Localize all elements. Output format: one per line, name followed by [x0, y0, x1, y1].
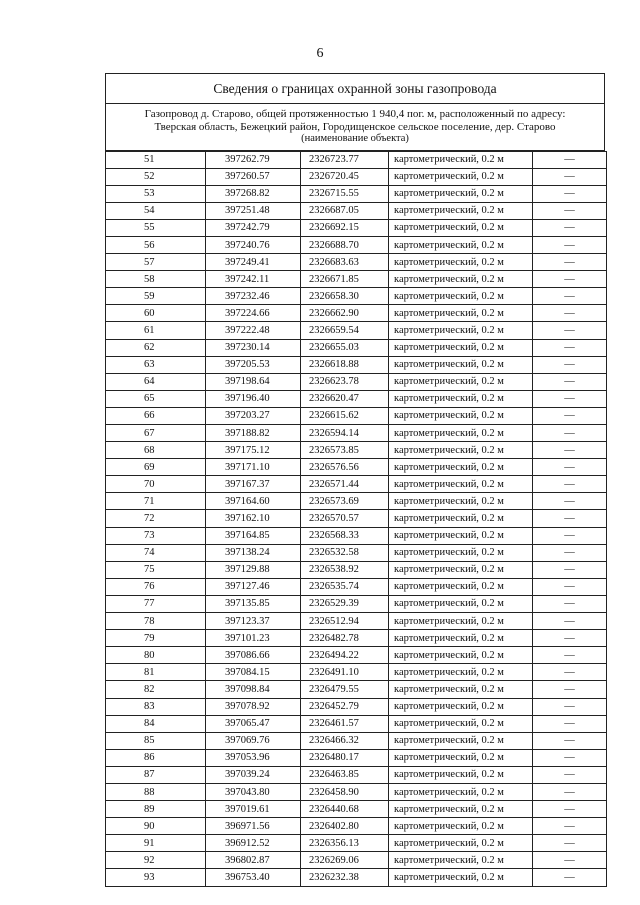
- coord-x-cell: 397230.14: [206, 339, 301, 356]
- point-number-cell: 69: [106, 459, 206, 476]
- method-accuracy-cell: картометрический, 0.2 м: [389, 801, 533, 818]
- description-cell: —: [533, 630, 607, 647]
- coord-y-cell: 2326594.14: [301, 425, 389, 442]
- point-number-cell: 51: [106, 151, 206, 168]
- coord-x-cell: 397123.37: [206, 613, 301, 630]
- method-accuracy-cell: картометрический, 0.2 м: [389, 425, 533, 442]
- method-accuracy-cell: картометрический, 0.2 м: [389, 561, 533, 578]
- coord-y-cell: 2326512.94: [301, 613, 389, 630]
- description-cell: —: [533, 202, 607, 219]
- coordinates-table: [105, 151, 607, 887]
- point-number-cell: 92: [106, 852, 206, 869]
- coord-y-cell: 2326659.54: [301, 322, 389, 339]
- coord-y-cell: 2326458.90: [301, 783, 389, 800]
- point-number-cell: 65: [106, 390, 206, 407]
- point-number-cell: 70: [106, 476, 206, 493]
- object-description-line2: Тверская область, Бежецкий район, Городищенское сельское поселение, дер. Старово: [154, 120, 556, 133]
- description-cell: —: [533, 783, 607, 800]
- method-accuracy-cell: картометрический, 0.2 м: [389, 236, 533, 253]
- table-row: [106, 818, 607, 835]
- coord-y-cell: 2326576.56: [301, 459, 389, 476]
- point-number-cell: 77: [106, 595, 206, 612]
- table-row: [106, 425, 607, 442]
- coord-y-cell: 2326482.78: [301, 630, 389, 647]
- coord-x-cell: 396802.87: [206, 852, 301, 869]
- description-cell: —: [533, 698, 607, 715]
- coord-x-cell: 397171.10: [206, 459, 301, 476]
- point-number-cell: 74: [106, 544, 206, 561]
- description-cell: —: [533, 544, 607, 561]
- table-row: [106, 613, 607, 630]
- method-accuracy-cell: картометрический, 0.2 м: [389, 390, 533, 407]
- description-cell: —: [533, 339, 607, 356]
- coord-x-cell: 397224.66: [206, 305, 301, 322]
- point-number-cell: 91: [106, 835, 206, 852]
- coord-y-cell: 2326618.88: [301, 356, 389, 373]
- method-accuracy-cell: картометрический, 0.2 м: [389, 322, 533, 339]
- coord-x-cell: 397268.82: [206, 185, 301, 202]
- coord-x-cell: 397205.53: [206, 356, 301, 373]
- point-number-cell: 73: [106, 527, 206, 544]
- coord-y-cell: 2326532.58: [301, 544, 389, 561]
- coord-y-cell: 2326662.90: [301, 305, 389, 322]
- description-cell: —: [533, 476, 607, 493]
- coord-x-cell: 397242.11: [206, 271, 301, 288]
- point-number-cell: 60: [106, 305, 206, 322]
- point-number-cell: 75: [106, 561, 206, 578]
- method-accuracy-cell: картометрический, 0.2 м: [389, 715, 533, 732]
- coord-y-cell: 2326658.30: [301, 288, 389, 305]
- table-row: [106, 322, 607, 339]
- point-number-cell: 76: [106, 578, 206, 595]
- coord-x-cell: 397222.48: [206, 322, 301, 339]
- coord-x-cell: 397164.85: [206, 527, 301, 544]
- coord-y-cell: 2326623.78: [301, 373, 389, 390]
- point-number-cell: 79: [106, 630, 206, 647]
- coord-y-cell: 2326692.15: [301, 219, 389, 236]
- table-row: [106, 681, 607, 698]
- coord-y-cell: 2326356.13: [301, 835, 389, 852]
- coord-x-cell: 397086.66: [206, 647, 301, 664]
- coord-y-cell: 2326573.85: [301, 442, 389, 459]
- method-accuracy-cell: картометрический, 0.2 м: [389, 766, 533, 783]
- coord-x-cell: 396912.52: [206, 835, 301, 852]
- method-accuracy-cell: картометрический, 0.2 м: [389, 852, 533, 869]
- point-number-cell: 63: [106, 356, 206, 373]
- description-cell: —: [533, 766, 607, 783]
- coord-x-cell: 397242.79: [206, 219, 301, 236]
- point-number-cell: 84: [106, 715, 206, 732]
- point-number-cell: 85: [106, 732, 206, 749]
- point-number-cell: 72: [106, 510, 206, 527]
- coord-y-cell: 2326480.17: [301, 749, 389, 766]
- coord-x-cell: 397101.23: [206, 630, 301, 647]
- table-row: [106, 168, 607, 185]
- table-row: [106, 407, 607, 424]
- description-cell: —: [533, 373, 607, 390]
- table-row: [106, 835, 607, 852]
- coord-y-cell: 2326494.22: [301, 647, 389, 664]
- description-cell: —: [533, 835, 607, 852]
- description-cell: —: [533, 219, 607, 236]
- description-cell: —: [533, 185, 607, 202]
- point-number-cell: 52: [106, 168, 206, 185]
- table-row: [106, 783, 607, 800]
- point-number-cell: 71: [106, 493, 206, 510]
- coord-y-cell: 2326538.92: [301, 561, 389, 578]
- table-row: [106, 151, 607, 168]
- table-row: [106, 869, 607, 886]
- coord-y-cell: 2326688.70: [301, 236, 389, 253]
- method-accuracy-cell: картометрический, 0.2 м: [389, 869, 533, 886]
- description-cell: —: [533, 647, 607, 664]
- method-accuracy-cell: картометрический, 0.2 м: [389, 493, 533, 510]
- point-number-cell: 66: [106, 407, 206, 424]
- coord-y-cell: 2326570.57: [301, 510, 389, 527]
- coord-y-cell: 2326655.03: [301, 339, 389, 356]
- table-row: [106, 595, 607, 612]
- method-accuracy-cell: картометрический, 0.2 м: [389, 151, 533, 168]
- coord-y-cell: 2326568.33: [301, 527, 389, 544]
- method-accuracy-cell: картометрический, 0.2 м: [389, 681, 533, 698]
- table-row: [106, 852, 607, 869]
- table-row: [106, 305, 607, 322]
- table-row: [106, 271, 607, 288]
- description-cell: —: [533, 168, 607, 185]
- description-cell: —: [533, 561, 607, 578]
- coord-x-cell: 397043.80: [206, 783, 301, 800]
- table-row: [106, 578, 607, 595]
- method-accuracy-cell: картометрический, 0.2 м: [389, 407, 533, 424]
- point-number-cell: 59: [106, 288, 206, 305]
- coord-x-cell: 397053.96: [206, 749, 301, 766]
- description-cell: —: [533, 425, 607, 442]
- coord-x-cell: 397240.76: [206, 236, 301, 253]
- point-number-cell: 68: [106, 442, 206, 459]
- table-title: Сведения о границах охранной зоны газопровода: [106, 74, 604, 104]
- table-row: [106, 510, 607, 527]
- method-accuracy-cell: картометрический, 0.2 м: [389, 630, 533, 647]
- coord-y-cell: 2326529.39: [301, 595, 389, 612]
- description-cell: —: [533, 271, 607, 288]
- table-row: [106, 801, 607, 818]
- coord-y-cell: 2326232.38: [301, 869, 389, 886]
- table-row: [106, 459, 607, 476]
- description-cell: —: [533, 407, 607, 424]
- point-number-cell: 82: [106, 681, 206, 698]
- coord-x-cell: 397127.46: [206, 578, 301, 595]
- table-row: [106, 561, 607, 578]
- coord-y-cell: 2326683.63: [301, 254, 389, 271]
- coord-y-cell: 2326463.85: [301, 766, 389, 783]
- object-description-caption: (наименование объекта): [301, 133, 409, 144]
- coord-y-cell: 2326671.85: [301, 271, 389, 288]
- coord-x-cell: 396971.56: [206, 818, 301, 835]
- coord-x-cell: 397249.41: [206, 254, 301, 271]
- point-number-cell: 80: [106, 647, 206, 664]
- coord-y-cell: 2326461.57: [301, 715, 389, 732]
- coord-y-cell: 2326571.44: [301, 476, 389, 493]
- coord-y-cell: 2326620.47: [301, 390, 389, 407]
- method-accuracy-cell: картометрический, 0.2 м: [389, 664, 533, 681]
- table-row: [106, 732, 607, 749]
- point-number-cell: 67: [106, 425, 206, 442]
- method-accuracy-cell: картометрический, 0.2 м: [389, 288, 533, 305]
- description-cell: —: [533, 578, 607, 595]
- coord-x-cell: 397065.47: [206, 715, 301, 732]
- coord-x-cell: 397084.15: [206, 664, 301, 681]
- method-accuracy-cell: картометрический, 0.2 м: [389, 818, 533, 835]
- point-number-cell: 86: [106, 749, 206, 766]
- point-number-cell: 58: [106, 271, 206, 288]
- coord-x-cell: 396753.40: [206, 869, 301, 886]
- coord-y-cell: 2326715.55: [301, 185, 389, 202]
- table-row: [106, 630, 607, 647]
- coord-x-cell: 397162.10: [206, 510, 301, 527]
- coord-x-cell: 397019.61: [206, 801, 301, 818]
- coord-x-cell: 397129.88: [206, 561, 301, 578]
- description-cell: —: [533, 442, 607, 459]
- method-accuracy-cell: картометрический, 0.2 м: [389, 373, 533, 390]
- point-number-cell: 90: [106, 818, 206, 835]
- coord-y-cell: 2326452.79: [301, 698, 389, 715]
- coord-x-cell: 397164.60: [206, 493, 301, 510]
- coord-y-cell: 2326723.77: [301, 151, 389, 168]
- description-cell: —: [533, 527, 607, 544]
- coord-x-cell: 397198.64: [206, 373, 301, 390]
- method-accuracy-cell: картометрический, 0.2 м: [389, 185, 533, 202]
- description-cell: —: [533, 869, 607, 886]
- description-cell: —: [533, 801, 607, 818]
- table-row: [106, 185, 607, 202]
- method-accuracy-cell: картометрический, 0.2 м: [389, 544, 533, 561]
- table-row: [106, 390, 607, 407]
- method-accuracy-cell: картометрический, 0.2 м: [389, 254, 533, 271]
- point-number-cell: 57: [106, 254, 206, 271]
- coord-x-cell: 397175.12: [206, 442, 301, 459]
- coord-x-cell: 397232.46: [206, 288, 301, 305]
- table-row: [106, 664, 607, 681]
- method-accuracy-cell: картометрический, 0.2 м: [389, 749, 533, 766]
- description-cell: —: [533, 288, 607, 305]
- point-number-cell: 62: [106, 339, 206, 356]
- table-row: [106, 288, 607, 305]
- description-cell: —: [533, 459, 607, 476]
- description-cell: —: [533, 390, 607, 407]
- coord-y-cell: 2326402.80: [301, 818, 389, 835]
- method-accuracy-cell: картометрический, 0.2 м: [389, 305, 533, 322]
- document-section: [105, 73, 605, 887]
- method-accuracy-cell: картометрический, 0.2 м: [389, 202, 533, 219]
- table-row: [106, 254, 607, 271]
- coord-x-cell: 397260.57: [206, 168, 301, 185]
- coord-x-cell: 397203.27: [206, 407, 301, 424]
- coord-x-cell: 397078.92: [206, 698, 301, 715]
- coord-y-cell: 2326479.55: [301, 681, 389, 698]
- description-cell: —: [533, 356, 607, 373]
- method-accuracy-cell: картометрический, 0.2 м: [389, 476, 533, 493]
- method-accuracy-cell: картометрический, 0.2 м: [389, 578, 533, 595]
- coord-x-cell: 397069.76: [206, 732, 301, 749]
- coord-y-cell: 2326687.05: [301, 202, 389, 219]
- table-row: [106, 766, 607, 783]
- method-accuracy-cell: картометрический, 0.2 м: [389, 613, 533, 630]
- method-accuracy-cell: картометрический, 0.2 м: [389, 527, 533, 544]
- method-accuracy-cell: картометрический, 0.2 м: [389, 442, 533, 459]
- point-number-cell: 88: [106, 783, 206, 800]
- description-cell: —: [533, 852, 607, 869]
- coord-y-cell: 2326573.69: [301, 493, 389, 510]
- method-accuracy-cell: картометрический, 0.2 м: [389, 783, 533, 800]
- description-cell: —: [533, 595, 607, 612]
- description-cell: —: [533, 510, 607, 527]
- point-number-cell: 78: [106, 613, 206, 630]
- method-accuracy-cell: картометрический, 0.2 м: [389, 595, 533, 612]
- point-number-cell: 54: [106, 202, 206, 219]
- coord-y-cell: 2326491.10: [301, 664, 389, 681]
- method-accuracy-cell: картометрический, 0.2 м: [389, 339, 533, 356]
- coord-y-cell: 2326720.45: [301, 168, 389, 185]
- description-cell: —: [533, 732, 607, 749]
- method-accuracy-cell: картометрический, 0.2 м: [389, 356, 533, 373]
- page-number: 6: [316, 46, 324, 61]
- description-cell: —: [533, 254, 607, 271]
- table-row: [106, 647, 607, 664]
- table-row: [106, 339, 607, 356]
- table-row: [106, 202, 607, 219]
- coord-x-cell: 397167.37: [206, 476, 301, 493]
- coord-y-cell: 2326615.62: [301, 407, 389, 424]
- description-cell: —: [533, 322, 607, 339]
- coord-x-cell: 397262.79: [206, 151, 301, 168]
- method-accuracy-cell: картометрический, 0.2 м: [389, 835, 533, 852]
- method-accuracy-cell: картометрический, 0.2 м: [389, 647, 533, 664]
- point-number-cell: 53: [106, 185, 206, 202]
- table-row: [106, 749, 607, 766]
- coord-x-cell: 397251.48: [206, 202, 301, 219]
- method-accuracy-cell: картометрический, 0.2 м: [389, 168, 533, 185]
- point-number-cell: 64: [106, 373, 206, 390]
- point-number-cell: 81: [106, 664, 206, 681]
- table-row: [106, 476, 607, 493]
- table-row: [106, 493, 607, 510]
- method-accuracy-cell: картометрический, 0.2 м: [389, 698, 533, 715]
- method-accuracy-cell: картометрический, 0.2 м: [389, 459, 533, 476]
- object-description-line1: Газопровод д. Старово, общей протяженностью 1 940,4 пог. м, расположенный по адресу:: [144, 108, 566, 120]
- coord-y-cell: 2326269.06: [301, 852, 389, 869]
- table-row: [106, 544, 607, 561]
- point-number-cell: 89: [106, 801, 206, 818]
- description-cell: —: [533, 613, 607, 630]
- table-row: [106, 219, 607, 236]
- object-description: [106, 104, 604, 150]
- table-row: [106, 527, 607, 544]
- point-number-cell: 93: [106, 869, 206, 886]
- table-row: [106, 715, 607, 732]
- coord-x-cell: 397138.24: [206, 544, 301, 561]
- point-number-cell: 87: [106, 766, 206, 783]
- method-accuracy-cell: картометрический, 0.2 м: [389, 271, 533, 288]
- point-number-cell: 56: [106, 236, 206, 253]
- description-cell: —: [533, 305, 607, 322]
- coord-x-cell: 397196.40: [206, 390, 301, 407]
- coord-y-cell: 2326440.68: [301, 801, 389, 818]
- description-cell: —: [533, 715, 607, 732]
- description-cell: —: [533, 664, 607, 681]
- method-accuracy-cell: картометрический, 0.2 м: [389, 732, 533, 749]
- description-cell: —: [533, 749, 607, 766]
- table-row: [106, 373, 607, 390]
- description-cell: —: [533, 236, 607, 253]
- point-number-cell: 61: [106, 322, 206, 339]
- description-cell: —: [533, 818, 607, 835]
- coord-y-cell: 2326535.74: [301, 578, 389, 595]
- method-accuracy-cell: картометрический, 0.2 м: [389, 219, 533, 236]
- coord-x-cell: 397135.85: [206, 595, 301, 612]
- description-cell: —: [533, 493, 607, 510]
- coord-x-cell: 397188.82: [206, 425, 301, 442]
- coord-x-cell: 397039.24: [206, 766, 301, 783]
- coord-x-cell: 397098.84: [206, 681, 301, 698]
- table-header-box: [105, 73, 605, 151]
- description-cell: —: [533, 681, 607, 698]
- description-cell: —: [533, 151, 607, 168]
- coord-y-cell: 2326466.32: [301, 732, 389, 749]
- table-row: [106, 356, 607, 373]
- point-number-cell: 55: [106, 219, 206, 236]
- point-number-cell: 83: [106, 698, 206, 715]
- table-row: [106, 236, 607, 253]
- table-row: [106, 442, 607, 459]
- table-row: [106, 698, 607, 715]
- method-accuracy-cell: картометрический, 0.2 м: [389, 510, 533, 527]
